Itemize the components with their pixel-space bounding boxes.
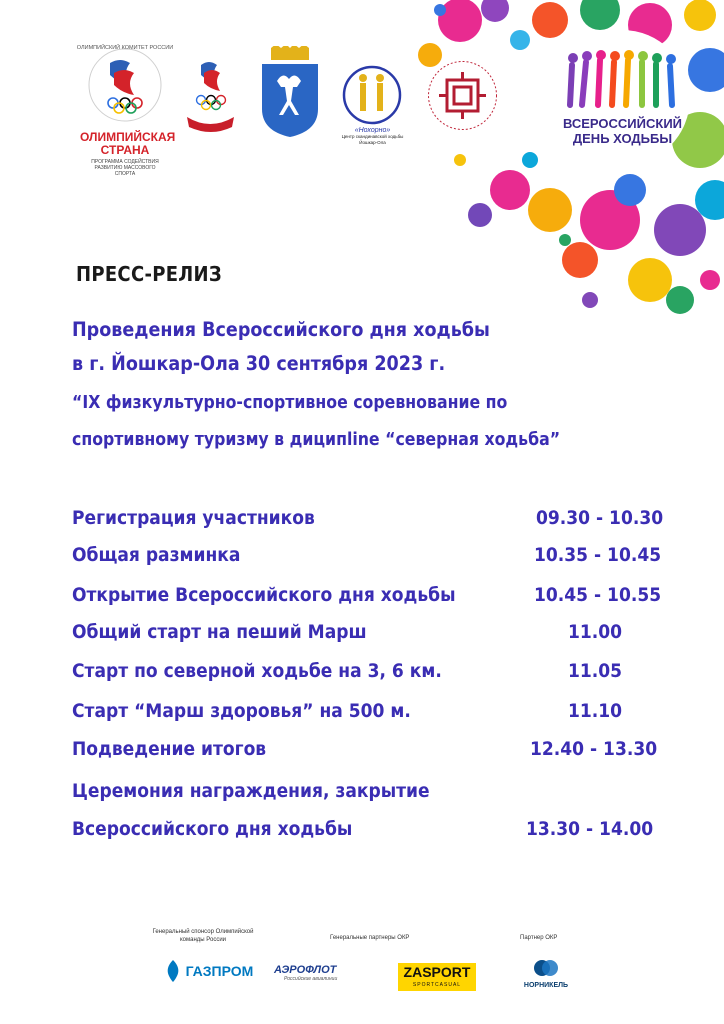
aeroflot-logo — [274, 964, 374, 982]
walking-day-line1: ВСЕРОССИЙСКИЙ — [562, 116, 683, 131]
schedule-time: 11.05 — [568, 660, 623, 682]
olympic-badge-logo — [183, 55, 238, 135]
heading-line-4: спортивному туризму в диципline “северная ходьба” — [72, 430, 561, 450]
schedule-label: Церемония награждения, закрытие — [72, 780, 430, 802]
aeroflot-subtitle: Российские авиалинии — [284, 976, 338, 982]
heading-line-1: Проведения Всероссийского дня ходьбы — [72, 318, 490, 341]
olympic-country-title: ОЛИМПИЙСКАЯ СТРАНА — [80, 130, 176, 157]
partner-caption: Партнер ОКР — [520, 935, 558, 941]
schedule-label: Регистрация участников — [72, 507, 315, 529]
schedule-row — [72, 507, 672, 535]
schedule-label: Общая разминка — [72, 544, 241, 566]
schedule-time: 11.00 — [568, 621, 623, 643]
heading-line-3: “IX физкультурно-спортивное соревнование по — [72, 393, 508, 413]
schedule-row — [72, 621, 672, 649]
schedule-row — [72, 544, 672, 572]
schedule-time: 10.45 - 10.55 — [534, 584, 662, 606]
zasport-name: ZASPORT — [403, 964, 471, 980]
schedule-label: Старт “Марш здоровья” на 500 м. — [72, 700, 411, 722]
walking-day-logo — [560, 50, 685, 155]
city-coat-of-arms — [259, 46, 321, 138]
schedule-label: Старт по северной ходьбе на 3, 6 км. — [72, 660, 442, 682]
schedule-row — [72, 660, 672, 688]
walking-day-line2: ДЕНЬ ХОДЬБЫ — [572, 131, 673, 146]
nordic-club-name: «Нохорно» — [354, 127, 391, 134]
schedule-time: 10.35 - 10.45 — [534, 544, 662, 566]
olympic-committee-logo — [70, 45, 180, 175]
nordic-walkers-icon — [335, 65, 410, 125]
nordic-club-caption: Центр скандинавской ходьбы Йошкар-Ола — [341, 134, 404, 145]
schedule-row — [72, 818, 672, 846]
olympic-badge-icon — [183, 55, 238, 135]
schedule-label: Открытие Всероссийского дня ходьбы — [72, 584, 456, 606]
gazprom-flame-icon — [165, 960, 181, 982]
nordic-club-logo — [335, 65, 410, 145]
gazprom-name: ГАЗПРОМ — [185, 963, 254, 979]
schedule-label: Общий старт на пеший Марш — [72, 621, 367, 643]
schedule-row — [72, 700, 672, 728]
nornickel-logo — [516, 958, 576, 989]
nornickel-icon — [531, 958, 561, 978]
schedule-label: Всероссийского дня ходьбы — [72, 818, 353, 840]
schedule-label: Подведение итогов — [72, 738, 267, 760]
zasport-subtitle: SPORTCASUAL — [412, 982, 462, 988]
nornickel-name: НОРНИКЕЛЬ — [523, 982, 569, 989]
moose-shield-icon — [259, 46, 321, 138]
general-sponsor-caption: Генеральный спонсор Олимпийской команды России — [152, 929, 254, 943]
schedule-time: 09.30 - 10.30 — [536, 507, 664, 529]
general-partners-caption: Генеральные партнеры ОКР — [330, 935, 410, 941]
gazprom-logo — [165, 960, 253, 984]
olympic-program-caption: ПРОГРАММА СОДЕЙСТВИЯ РАЗВИТИЮ МАССОВОГО СПОРТА — [91, 159, 159, 177]
zasport-logo — [398, 963, 476, 991]
ornament-icon — [425, 58, 500, 133]
olympic-emblem-icon — [70, 45, 180, 125]
schedule-row — [72, 584, 672, 612]
schedule-time: 11.10 — [568, 700, 623, 722]
schedule-row — [72, 780, 672, 808]
schedule-time: 13.30 - 14.00 — [526, 818, 654, 840]
mari-ornament-logo — [425, 58, 500, 133]
schedule-row — [72, 738, 672, 766]
walkers-icon — [560, 50, 685, 110]
olympic-circle-text: ОЛИМПИЙСКИЙ КОМИТЕТ РОССИИ — [76, 45, 174, 51]
aeroflot-name: АЭРОФЛОТ — [274, 964, 337, 976]
press-release-title: ПРЕСС-РЕЛИЗ — [76, 262, 222, 286]
schedule-time: 12.40 - 13.30 — [530, 738, 658, 760]
heading-line-2: в г. Йошкар-Ола 30 сентября 2023 г. — [72, 352, 446, 375]
